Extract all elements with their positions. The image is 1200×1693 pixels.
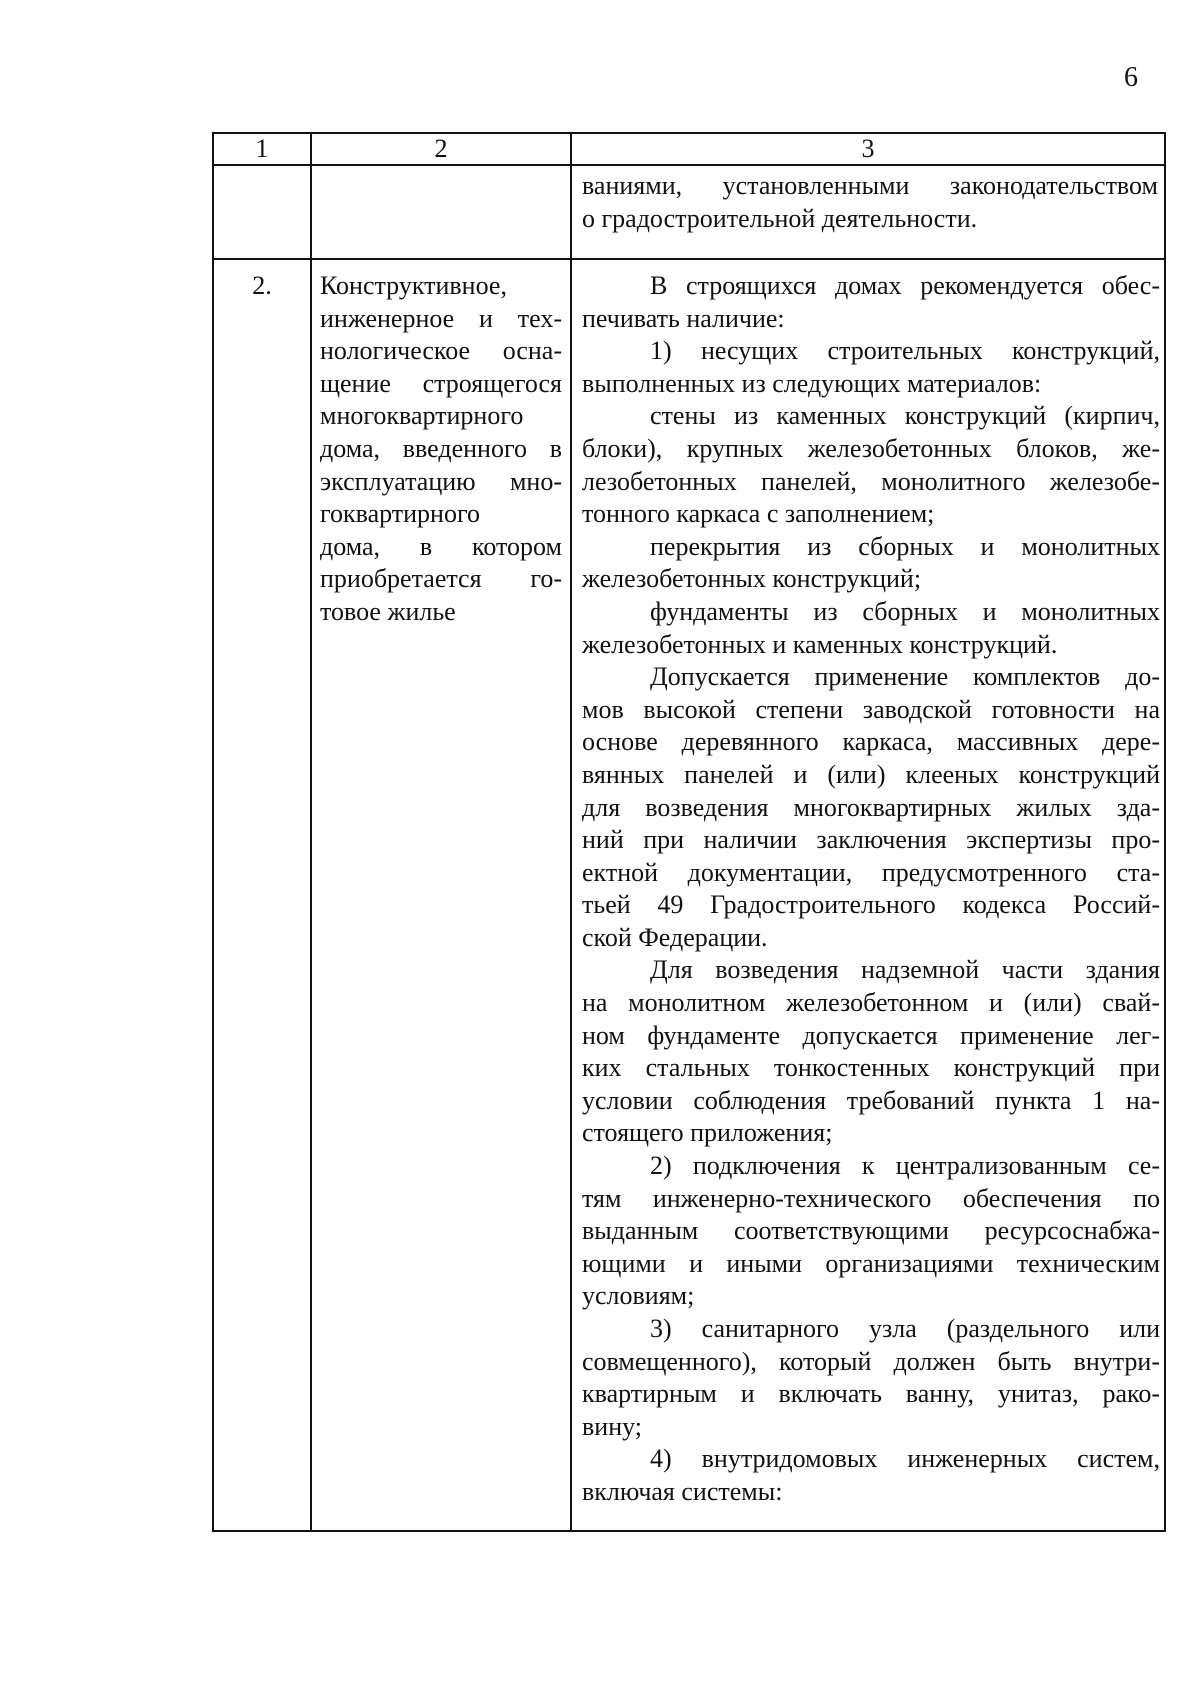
text-line: тям инженерно-технического обеспечения по xyxy=(582,1183,1160,1213)
text-line: вину; xyxy=(582,1411,642,1441)
continuation-name-cell xyxy=(311,165,571,259)
text-line: блоки), крупных железобетонных блоков, же- xyxy=(582,433,1160,463)
name-line: нологическое осна- xyxy=(320,336,562,366)
paragraph xyxy=(582,596,1160,661)
text-line: условиям; xyxy=(582,1281,695,1311)
name-line: Конструктивное, xyxy=(320,271,507,300)
name-line: приобретается го- xyxy=(320,564,562,594)
text-line: ном фундаменте допускается применение лег- xyxy=(582,1020,1160,1050)
row-requirements-cell xyxy=(571,259,1165,1531)
text-line: печивать наличие: xyxy=(582,303,785,333)
text-line: на монолитном железобетонном и (или) свай- xyxy=(582,988,1160,1018)
continuation-text-cell xyxy=(571,165,1165,259)
column-header-1: 1 xyxy=(213,133,311,165)
name-line: дома, введенного в xyxy=(320,433,562,463)
text-line: для возведения многоквартирных жилых зда- xyxy=(582,792,1160,822)
text-line: лезобетонных панелей, монолитного железобе- xyxy=(582,466,1160,496)
paragraph xyxy=(582,531,1160,596)
page-number: 6 xyxy=(1124,62,1138,93)
paragraph xyxy=(582,400,1160,530)
text-line: выполненных из следующих материалов: xyxy=(582,368,1042,398)
paragraph xyxy=(582,661,1160,954)
name-line: дома, в котором xyxy=(320,531,562,561)
text-line: ваниями, установленными законодательством xyxy=(582,171,1158,200)
name-line: эксплуатацию мно- xyxy=(320,466,562,496)
text-line: условии соблюдения требований пункта 1 на- xyxy=(582,1085,1160,1115)
text-line: тонного каркаса с заполнением; xyxy=(582,499,935,529)
text-line: Допускается применение комплектов до- xyxy=(650,662,1160,692)
row-number: 2. xyxy=(213,259,311,1531)
text-line: квартирным и включать ванну, унитаз, рако- xyxy=(582,1379,1160,1409)
text-line: основе деревянного каркаса, массивных дере- xyxy=(582,727,1160,757)
name-line: многоквартирного xyxy=(320,401,524,431)
column-header-2: 2 xyxy=(311,133,571,165)
text-line: о градостроительной деятельности. xyxy=(582,203,978,233)
text-line: включая системы: xyxy=(582,1476,783,1506)
paragraph xyxy=(582,1313,1160,1443)
column-header-3: 3 xyxy=(571,133,1165,165)
text-line: выданным соответствующими ресурсоснабжа- xyxy=(582,1216,1160,1246)
text-line: тьей 49 Градостроительного кодекса Россий- xyxy=(582,890,1160,920)
continuation-row xyxy=(213,165,1165,259)
table-header-row xyxy=(213,133,1165,165)
text-line: перекрытия из сборных и монолитных xyxy=(650,531,1160,561)
continuation-number-cell xyxy=(213,165,311,259)
paragraph xyxy=(582,1443,1160,1508)
requirements-text xyxy=(582,270,1160,1509)
name-line: инженерное и тех- xyxy=(320,303,562,333)
text-line: железобетонных конструкций; xyxy=(582,564,922,594)
text-line: фундаменты из сборных и монолитных xyxy=(650,596,1160,626)
continuation-text xyxy=(572,166,1164,235)
row-name-cell xyxy=(311,259,571,1531)
paragraph xyxy=(582,954,1160,1150)
name-line: щение строящегося xyxy=(320,368,562,398)
text-line: мов высокой степени заводской готовности на xyxy=(582,694,1160,724)
text-line: совмещенного), который должен быть внутри- xyxy=(582,1346,1160,1376)
text-line: ющими и иными организациями техническим xyxy=(582,1248,1160,1278)
text-line: 3) санитарного узла (раздельного или xyxy=(650,1314,1160,1343)
text-line: ектной документации, предусмотренного ста- xyxy=(582,857,1160,887)
text-line: вянных панелей и (или) клееных конструкций xyxy=(582,759,1160,789)
table-row xyxy=(213,259,1165,1531)
text-line: 4) внутридомовых инженерных систем, xyxy=(650,1444,1160,1474)
text-line: ких стальных тонкостенных конструкций при xyxy=(582,1053,1160,1083)
text-line: железобетонных и каменных конструкций. xyxy=(582,629,1058,659)
paragraph xyxy=(582,335,1160,400)
name-line: гоквартирного xyxy=(320,499,480,529)
text-line: 2) подключения к централизованным се- xyxy=(650,1151,1160,1181)
name-line: товое жилье xyxy=(320,596,456,626)
paragraph xyxy=(582,1150,1160,1313)
requirements-table xyxy=(212,132,1166,1532)
text-line: стоящего приложения; xyxy=(582,1118,833,1148)
text-line: В строящихся домах рекомендуется обес- xyxy=(650,271,1160,300)
paragraph xyxy=(582,270,1160,335)
text-line: стены из каменных конструкций (кирпич, xyxy=(650,401,1160,431)
text-line: 1) несущих строительных конструкций, xyxy=(650,336,1160,366)
text-line: ний при наличии заключения экспертизы про- xyxy=(582,825,1160,855)
text-line: ской Федерации. xyxy=(582,922,768,952)
text-line: Для возведения надземной части здания xyxy=(650,955,1160,985)
